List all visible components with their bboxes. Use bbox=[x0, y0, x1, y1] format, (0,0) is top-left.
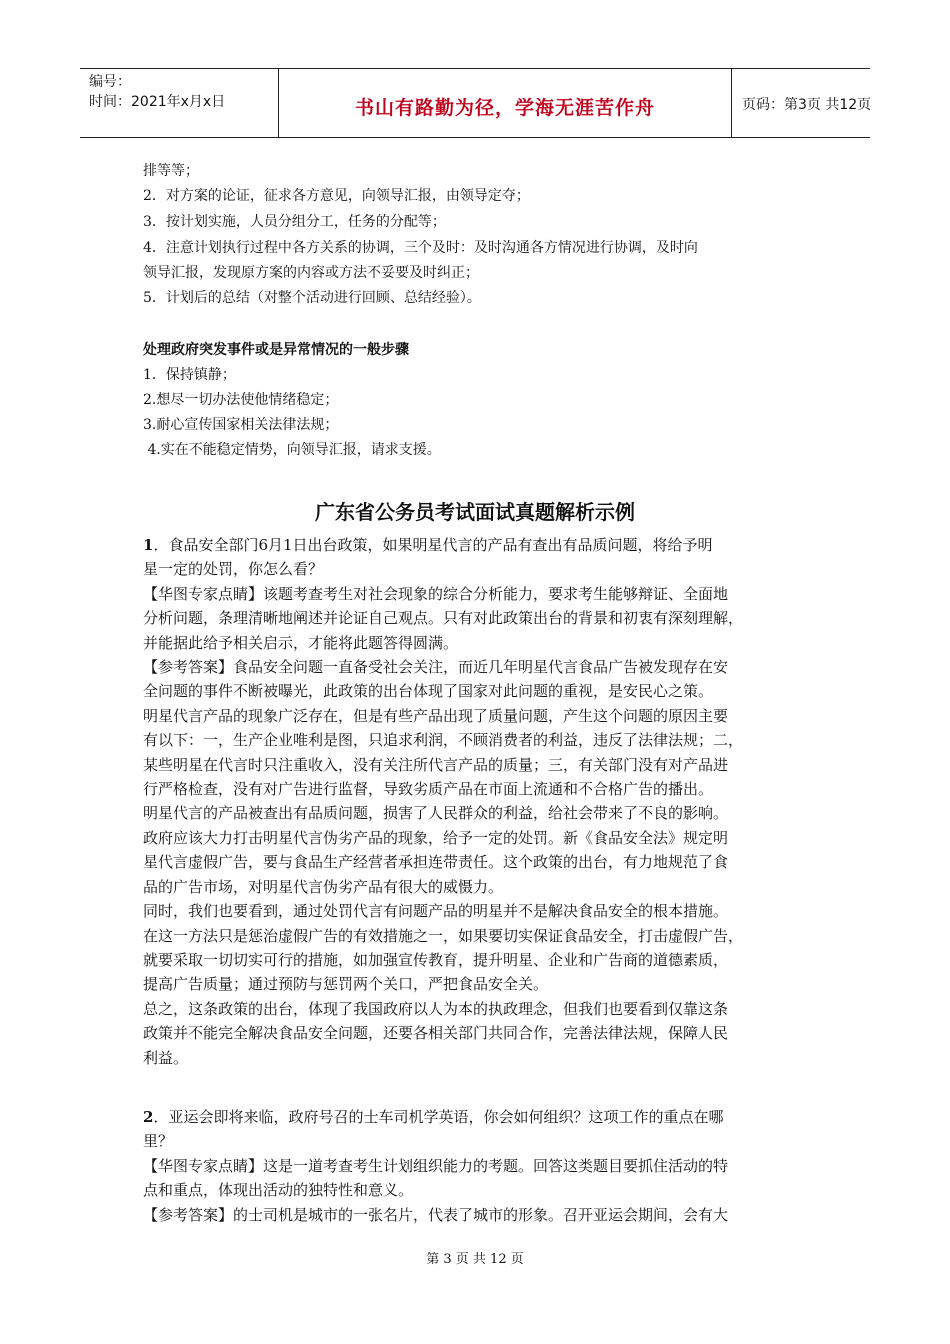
list-item: 1．保持镇静； bbox=[143, 367, 236, 383]
text-line: 某些明星在代言时只注重收入，没有关注所代言产品的质量；三，有关部门没有对产品进 bbox=[143, 755, 729, 774]
header-motto-cell bbox=[279, 69, 732, 137]
header-motto: 书山有路勤为径，学海无涯苦作舟 bbox=[354, 97, 655, 119]
text-line: 政策并不能完全解决食品安全问题，还要各相关部门共同合作，完善法律法规，保障人民 bbox=[143, 1024, 729, 1043]
text-line: 就要采取一切切实可行的措施，如加强宣传教育，提升明星、企业和广告商的道德素质， bbox=[143, 950, 729, 969]
text-line: 点和重点，体现出活动的独特性和意义。 bbox=[143, 1181, 414, 1200]
text-line: 在这一方法只是惩治虚假广告的有效措施之一，如果要切实保证食品安全，打击虚假广告， bbox=[143, 926, 744, 945]
text-line: 并能据此给予相关启示，才能将此题答得圆满。 bbox=[143, 633, 459, 652]
main-title: 广东省公务员考试面试真题解析示例 bbox=[315, 500, 635, 524]
text-line: 明星代言产品的现象广泛存在，但是有些产品出现了质量问题，产生这个问题的原因主要 bbox=[143, 706, 729, 725]
text-line: 【参考答案】的士司机是城市的一张名片，代表了城市的形象。召开亚运会期间，会有大 bbox=[143, 1205, 729, 1224]
text-line: 同时，我们也要看到，通过处罚代言有问题产品的明星并不是解决食品安全的根本措施。 bbox=[143, 902, 729, 921]
text-line: 领导汇报，发现原方案的内容或方法不妥要及时纠正； bbox=[143, 265, 479, 281]
text-line: 【华图专家点睛】这是一道考查考生计划组织能力的考题。回答这类题目要抓住活动的特 bbox=[143, 1156, 729, 1175]
question-number: 1 bbox=[143, 536, 154, 554]
section-heading: 处理政府突发事件或是异常情况的一般步骤 bbox=[143, 342, 409, 358]
text-line: 排等等； bbox=[143, 163, 199, 179]
text-line: 政府应该大力打击明星代言伪劣产品的现象，给予一定的处罚。新《食品安全法》规定明 bbox=[143, 828, 729, 847]
text-line: 3．按计划实施，人员分组分工，任务的分配等； bbox=[143, 214, 446, 230]
text-line: 【华图专家点睛】该题考查考生对社会现象的综合分析能力，要求考生能够辩证、全面地 bbox=[143, 584, 729, 603]
question-2-text bbox=[143, 1105, 728, 1227]
text-line: 4．注意计划执行过程中各方关系的协调，三个及时：及时沟通各方情况进行协调，及时向 bbox=[143, 240, 698, 256]
list-item: 3.耐心宣传国家相关法律法规； bbox=[143, 417, 339, 433]
question-1-text bbox=[143, 533, 743, 1070]
document-date-label: 时间：2021年x月x日 bbox=[89, 94, 226, 110]
text-line: 里？ bbox=[143, 1132, 174, 1151]
header-table bbox=[80, 68, 870, 138]
text-line: 分析问题，条理清晰地阐述并论证自己观点。只有对此政策出台的背景和初衷有深刻理解， bbox=[143, 609, 744, 628]
header-page-number: 页码：第3页 共12页 bbox=[742, 97, 872, 113]
header-page-cell bbox=[732, 69, 870, 137]
text-line: 行严格检查，没有对广告进行监督，导致劣质产品在市面上流通和不合格广告的播出。 bbox=[143, 780, 714, 799]
text-line: 利益。 bbox=[143, 1048, 189, 1067]
text-line: 品的广告市场，对明星代言伪劣产品有很大的威慑力。 bbox=[143, 877, 504, 896]
list-item: 2.想尽一切办法使他情绪稳定； bbox=[143, 392, 339, 408]
question-number: 2 bbox=[143, 1108, 154, 1126]
text-line: 有以下：一，生产企业唯利是图，只追求利润，不顾消费者的利益，违反了法律法规；二， bbox=[143, 731, 744, 750]
text-line: 【参考答案】食品安全问题一直备受社会关注，而近几年明星代言食品广告被发现存在安 bbox=[143, 658, 729, 677]
text-line: 星代言虚假广告，要与食品生产经营者承担连带责任。这个政策的出台，有力地规范了食 bbox=[143, 853, 729, 872]
list-item: 4.实在不能稳定情势，向领导汇报，请求支援。 bbox=[143, 442, 441, 458]
text-line: 星一定的处罚，你怎么看？ bbox=[143, 560, 324, 579]
document-number-label: 编号： bbox=[89, 74, 131, 90]
text-line: ．亚运会即将来临，政府号召的士车司机学英语，你会如何组织？这项工作的重点在哪 bbox=[153, 1108, 724, 1126]
text-line: 明星代言的产品被查出有品质问题，损害了人民群众的利益，给社会带来了不良的影响。 bbox=[143, 804, 729, 823]
header-meta-cell bbox=[80, 69, 279, 137]
text-line: 总之，这条政策的出台，体现了我国政府以人为本的执政理念，但我们也要看到仅靠这条 bbox=[143, 999, 729, 1018]
text-line: 全问题的事件不断被曝光，此政策的出台体现了国家对此问题的重视，是安民心之策。 bbox=[143, 682, 714, 701]
text-line: 2．对方案的论证，征求各方意见，向领导汇报，由领导定夺； bbox=[143, 188, 530, 204]
text-line: 5．计划后的总结（对整个活动进行回顾、总结经验）。 bbox=[143, 290, 481, 306]
text-line: 提高广告质量；通过预防与惩罚两个关口，严把食品安全关。 bbox=[143, 975, 549, 994]
text-line: ．食品安全部门6月1日出台政策，如果明星代言的产品有查出有品质问题，将给予明 bbox=[153, 536, 713, 554]
page-footer: 第 3 页 共 12 页 bbox=[426, 1252, 524, 1267]
